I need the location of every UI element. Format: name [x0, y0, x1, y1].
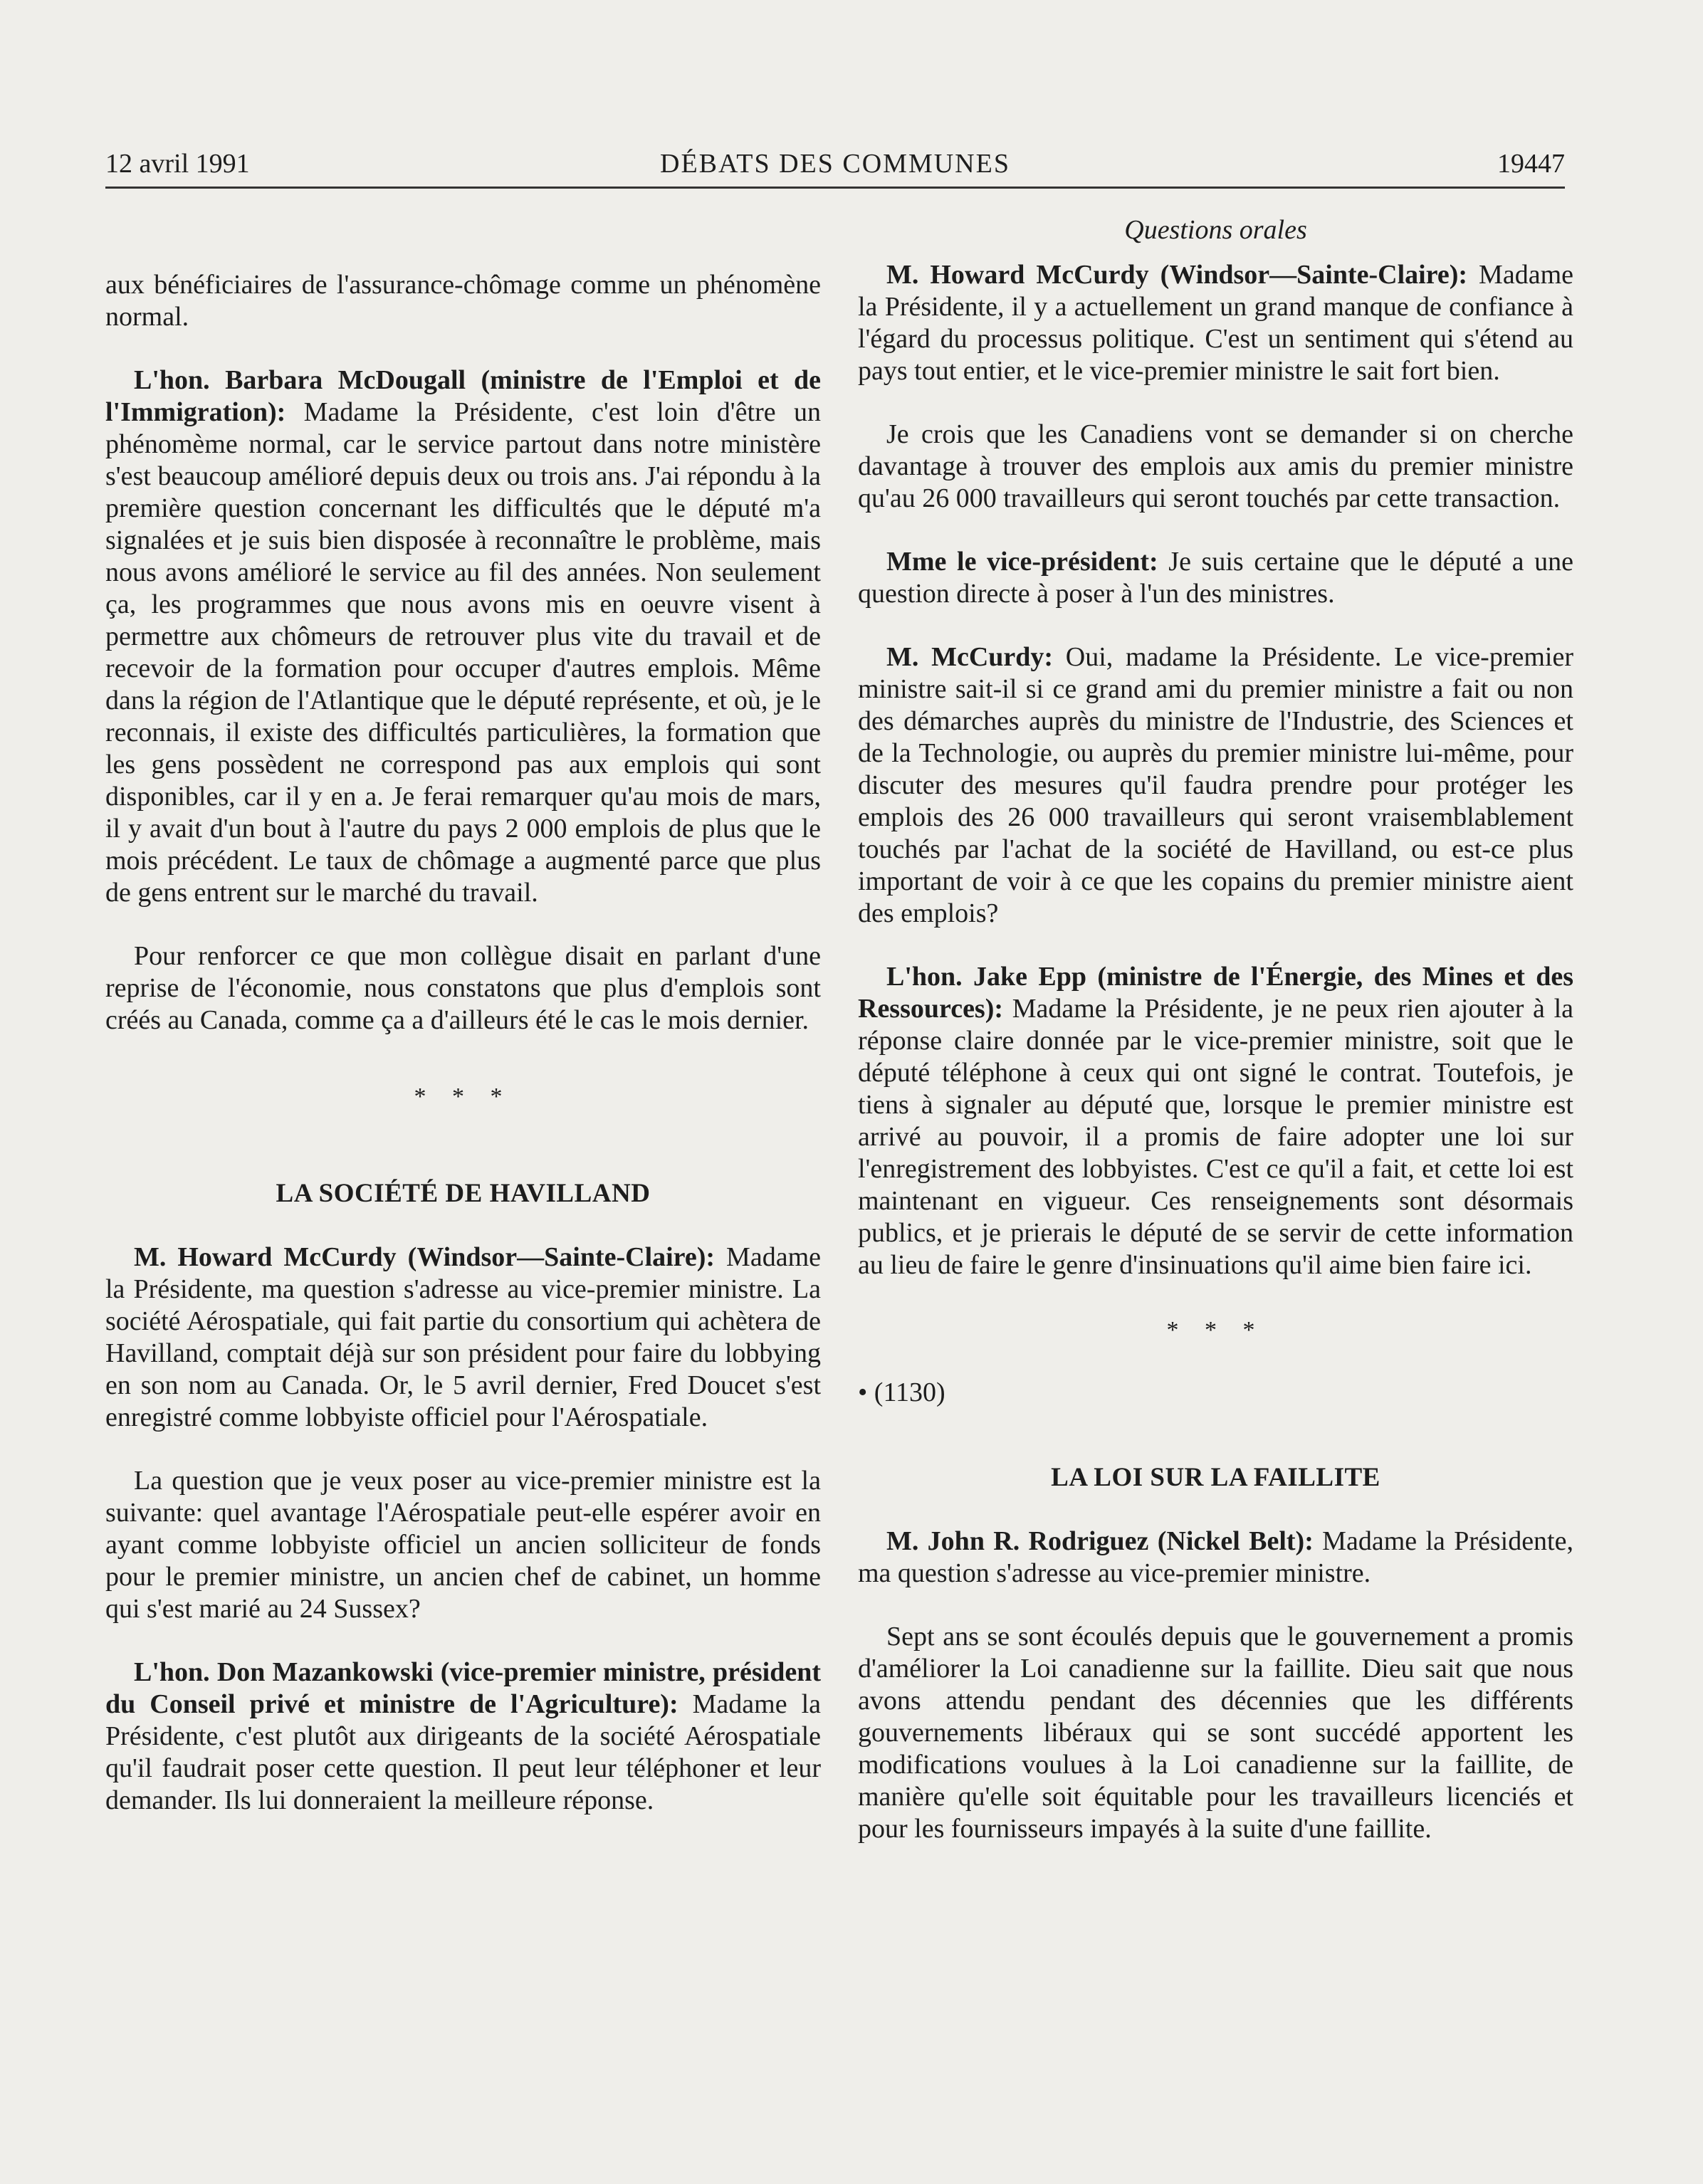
speech-text: Madame la Présidente, ma question s'adresse au vice-premier ministre.: [858, 1526, 1573, 1588]
paragraph: [858, 961, 1573, 1281]
speaker-name: Mme le vice-président:: [886, 547, 1158, 577]
speech-text: Madame la Présidente, c'est loin d'être un phénomème normal, car le service partout dans notre ministère s'est beaucoup amélioré depuis deux ou trois ans. J'ai répondu à la première question concernant les difficultés que le député m'a signalées et je suis bien disposée à reconnaître le problème, mais nous avons amélioré le service au fil des années. Non seulement ça, les programmes que nous avons mis en oeuvre visent à permettre aux chômeurs de retrouver plus vite du travail et de recevoir de la formation pour occuper d'autres emplois. Même dans la région de l'Atlantique que le député représente, et où, je le reconnais, il existe des difficultés particulières, la formation que les gens possèdent ne correspond pas aux emplois qui sont disponibles, car il y en a. Je ferai remarquer qu'au mois de mars, il y avait d'un bout à l'autre du pays 2 000 emplois de plus que le mois précédent. Le taux de chômage a augmenté parce que plus de gens entrent sur le marché du travail.: [105, 397, 821, 908]
paragraph: Je crois que les Canadiens vont se demander si on cherche davantage à trouver des emplois aux amis du premier ministre qu'au 26 000 travailleurs qui seront touchés par cette transaction.: [858, 419, 1573, 513]
speaker-name: M. John R. Rodriguez (Nickel Belt):: [886, 1526, 1314, 1556]
paragraph: [858, 546, 1573, 610]
paragraph: [858, 1526, 1573, 1590]
speaker-name: L'hon. Don Mazankowski (vice-premier ministre, président du Conseil privé et ministre de l'Agriculture):: [105, 1657, 821, 1719]
time-marker: • (1130): [858, 1377, 945, 1407]
header-page-number: 19447: [1497, 149, 1565, 179]
column-title: Questions orales: [1124, 215, 1307, 245]
paragraph: [105, 1241, 821, 1434]
paragraph: Pour renforcer ce que mon collègue disait en parlant d'une reprise de l'économie, nous constatons que plus d'emplois sont créés au Canada, comme ça a d'ailleurs été le cas le mois dernier.: [105, 941, 821, 1035]
speech-text: Madame la Présidente, je ne peux rien ajouter à la réponse claire donnée par le vice-premier ministre, soit que le député téléphone à ceux qui ont signé le contrat. Toutefois, je tiens à signaler au député que, lorsque le premier ministre est arrivé au pouvoir, il a promis de faire adopter une loi sur l'enregistrement des lobbyistes. C'est ce qu'il a fait, et cette loi est maintenant en vigueur. Ces renseignements sont désormais publics, et je prierais le député de se servir de cette information au lieu de faire le genre d'insinuations qu'il aime bien faire ici.: [858, 994, 1573, 1280]
section-separator: * * *: [1166, 1317, 1265, 1343]
speaker-name: L'hon. Jake Epp (ministre de l'Énergie, des Mines et des Ressources):: [858, 962, 1573, 1024]
page-header: [105, 145, 1565, 189]
header-title: DÉBATS DES COMMUNES: [660, 149, 1010, 179]
speaker-name: L'hon. Barbara McDougall (ministre de l'Emploi et de l'Immigration):: [105, 365, 821, 427]
paragraph: [105, 1657, 821, 1817]
speaker-name: M. Howard McCurdy (Windsor—Sainte-Claire):: [134, 1242, 716, 1272]
paragraph: aux bénéficiaires de l'assurance-chômage comme un phénomène normal.: [105, 270, 821, 332]
right-column: [858, 214, 1573, 1876]
left-column: [105, 269, 821, 1848]
paragraph: [105, 364, 821, 909]
paragraph: [858, 259, 1573, 387]
section-heading: LA SOCIÉTÉ DE HAVILLAND: [276, 1179, 651, 1208]
paragraph: Sept ans se sont écoulés depuis que le gouvernement a promis d'améliorer la Loi canadienne sur la faillite. Dieu sait que nous avons attendu pendant des décennies que les différents gouvernements libéraux qui se sont succédé apportent les modifications voulues à la Loi canadienne sur la faillite, de manière qu'elle soit équitable pour les travailleurs licenciés et pour les fournisseurs impayés à la suite d'une faillite.: [858, 1622, 1573, 1844]
speech-text: Madame la Présidente, ma question s'adresse au vice-premier ministre. La société Aérospatiale, qui fait partie du consortium qui achètera de Havilland, comptait déjà sur son président pour faire du lobbying en son nom au Canada. Or, le 5 avril dernier, Fred Doucet s'est enregistré comme lobbyiste officiel pour l'Aérospatiale.: [105, 1242, 821, 1432]
header-date: 12 avril 1991: [105, 149, 250, 179]
speech-text: Madame la Présidente, il y a actuellement un grand manque de confiance à l'égard du processus politique. C'est un sentiment qui s'étend au pays tout entier, et le vice-premier ministre le sait fort bien.: [858, 260, 1573, 386]
speech-text: Oui, madame la Présidente. Le vice-premier ministre sait-il si ce grand ami du premier ministre a fait ou non des démarches auprès du ministre de l'Industrie, des Sciences et de la Technologie, ou auprès du premier ministre lui-même, pour discuter des mesures qu'il faudra prendre pour protéger les emplois des 26 000 travailleurs qui seront vraisemblablement touchés par l'achat de la société de Havilland, ou est-ce plus important de voir à ce que les copains du premier ministre aient des emplois?: [858, 642, 1573, 928]
paragraph: [858, 641, 1573, 930]
paragraph: La question que je veux poser au vice-premier ministre est la suivante: quel avantage l'Aérospatiale peut-elle espérer avoir en ayant comme lobbyiste officiel un ancien solliciteur de fonds pour le premier ministre, un ancien chef de cabinet, un homme qui s'est marié au 24 Sussex?: [105, 1466, 821, 1624]
speaker-name: M. Howard McCurdy (Windsor—Sainte-Claire):: [886, 260, 1468, 290]
section-separator: * * *: [414, 1083, 513, 1110]
speech-text: Madame la Présidente, c'est plutôt aux dirigeants de la société Aérospatiale qu'il faudrait poser cette question. Il peut leur téléphoner et leur demander. Ils lui donneraient la meilleure réponse.: [105, 1689, 821, 1815]
speech-text: Je suis certaine que le député a une question directe à poser à l'un des ministres.: [858, 547, 1573, 609]
section-heading: LA LOI SUR LA FAILLITE: [1051, 1463, 1380, 1492]
speaker-name: M. McCurdy:: [886, 642, 1054, 672]
